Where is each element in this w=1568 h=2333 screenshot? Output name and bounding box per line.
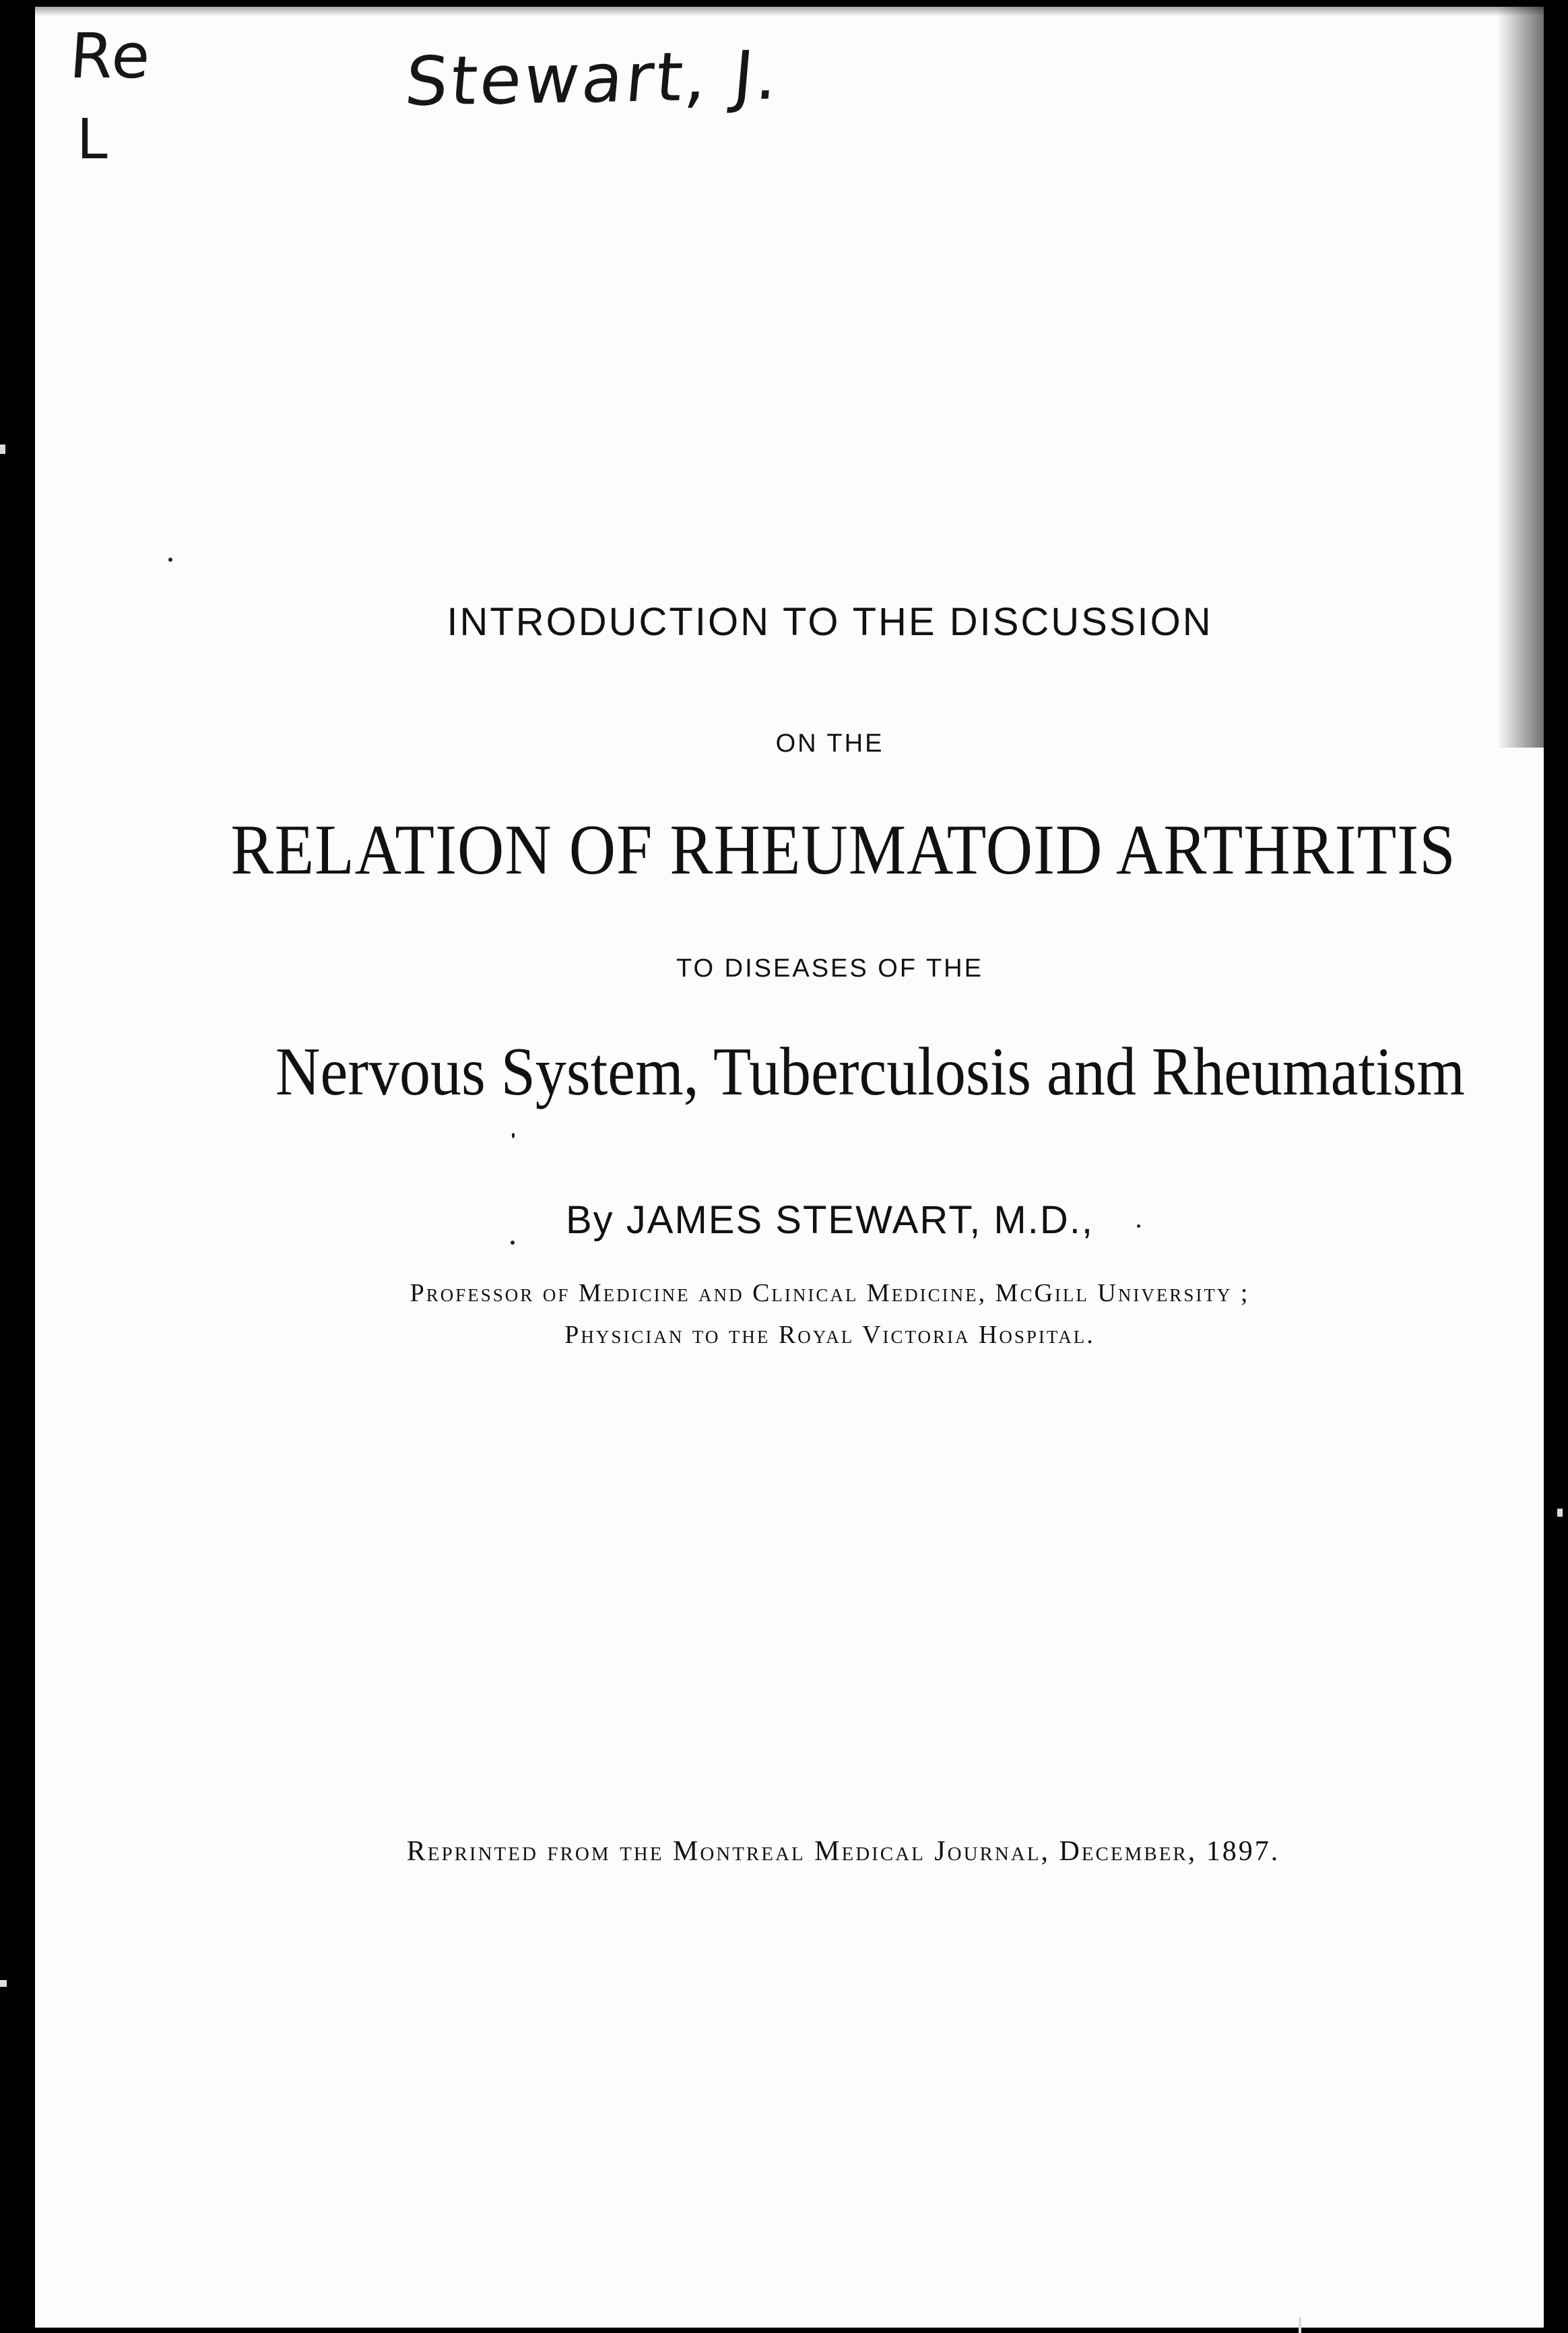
to-diseases-line: TO DISEASES OF THE [676,954,983,983]
paper-speck [511,1241,515,1245]
author-affiliation-1: Professor of Medicine and Clinical Medicine, McGill University ; [410,1279,1250,1307]
scan-edge-mark [0,445,5,454]
author-affiliation-2: Physician to the Royal Victoria Hospital. [564,1321,1095,1349]
paper-speck [512,1133,515,1138]
handwritten-author-note: Stewart, J. [401,36,784,121]
scan-edge-mark [0,1980,7,1987]
page-top-shadow [35,7,1544,16]
author-byline: By JAMES STEWART, M.D., [566,1198,1094,1242]
handwritten-note-re: Re [67,20,154,92]
scan-edge-mark [1557,1509,1563,1517]
subtitle: Nervous System, Tuberculosis and Rheumatism [275,1033,1465,1110]
scan-edge-mark [1299,2317,1301,2333]
main-title: RELATION OF RHEUMATOID ARTHRITIS [230,810,1456,890]
reprint-note: Reprinted from the Montreal Medical Journal, December, 1897. [406,1836,1280,1867]
on-the-line: ON THE [775,729,884,758]
intro-heading: INTRODUCTION TO THE DISCUSSION [447,600,1213,644]
handwritten-note-l: L [77,108,108,172]
paper-speck [1137,1224,1140,1228]
document-page [35,7,1544,2328]
paper-speck [168,558,172,562]
